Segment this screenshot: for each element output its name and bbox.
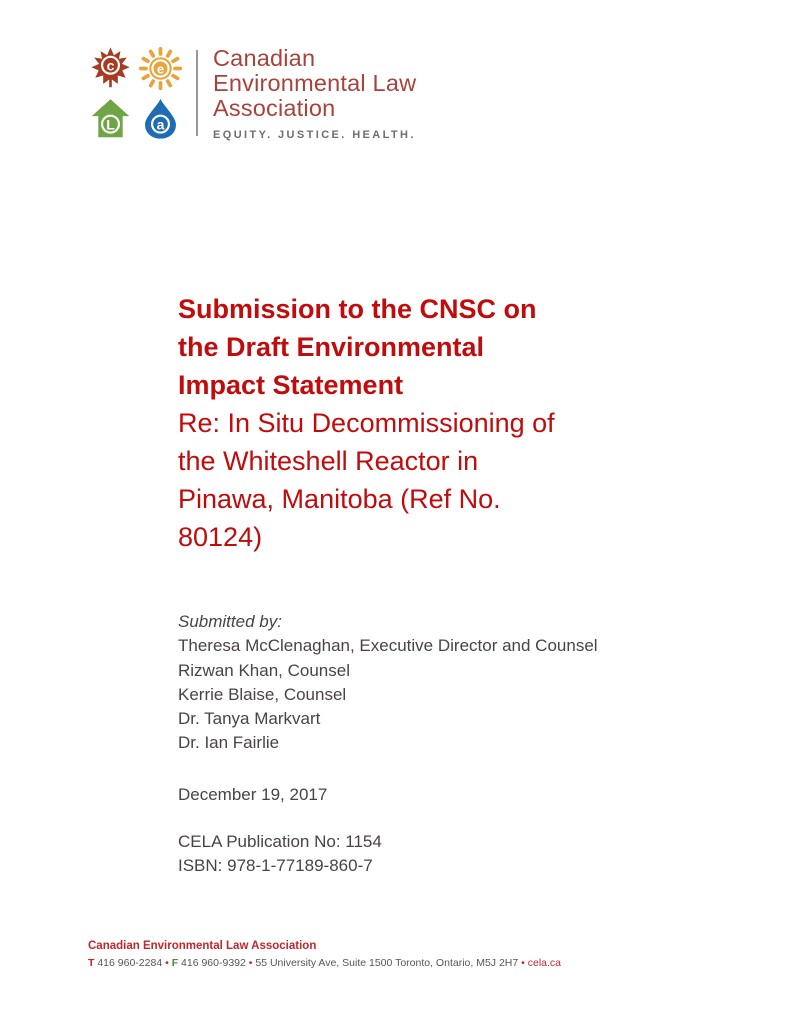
submitted-by-label: Submitted by: — [178, 612, 282, 631]
publication-number: CELA Publication No: 1154 — [178, 832, 382, 851]
title-line: the Draft Environmental — [178, 332, 485, 362]
water-drop-icon — [138, 96, 183, 141]
author-line: Rizwan Khan, Counsel — [178, 660, 350, 680]
title-line: Impact Statement — [178, 370, 404, 400]
tile-letter-L: L — [106, 116, 115, 133]
submitted-by-section — [178, 610, 598, 756]
logo-tagline: EQUITY. JUSTICE. HEALTH. — [213, 129, 416, 141]
tel-number: 416 960-2284 — [97, 957, 163, 969]
logo-divider — [196, 50, 198, 136]
footer-contact-line — [88, 957, 731, 969]
separator-bullet: • — [248, 957, 253, 969]
subtitle-line: 80124) — [178, 522, 263, 552]
sun-icon — [138, 46, 183, 91]
subtitle-line: Pinawa, Manitoba (Ref No. — [178, 484, 501, 514]
subtitle-line: Re: In Situ Decommissioning of — [178, 408, 555, 438]
fax-label: F — [171, 957, 179, 969]
separator-bullet: • — [165, 957, 169, 969]
org-name-line-1: Canadian — [213, 45, 316, 71]
tile-letter-e: e — [156, 61, 165, 77]
office-address: 55 University Ave, Suite 1500 Toronto, Ontario, M5J 2H7 — [255, 957, 519, 969]
publication-date: December 19, 2017 — [178, 785, 328, 804]
tel-label: T — [88, 957, 95, 969]
org-name-line-3: Association — [213, 95, 336, 121]
maple-leaf-icon — [88, 46, 133, 91]
logo-wordmark — [213, 46, 416, 141]
logo-tiles — [88, 46, 183, 141]
fax-number: 416 960-9392 — [181, 957, 246, 969]
author-line: Dr. Ian Fairlie — [178, 733, 280, 753]
subtitle-line: the Whiteshell Reactor in — [178, 446, 479, 476]
document-title — [178, 290, 555, 556]
publication-info — [178, 830, 382, 879]
house-icon — [88, 96, 133, 141]
author-line: Kerrie Blaise, Counsel — [178, 684, 347, 704]
isbn: ISBN: 978-1-77189-860-7 — [178, 856, 373, 876]
website-link[interactable]: cela.ca — [527, 957, 562, 969]
separator-bullet: • — [521, 957, 525, 969]
cela-logo — [88, 46, 416, 141]
author-line: Dr. Tanya Markvart — [178, 709, 321, 729]
tile-letter-a: a — [156, 116, 165, 133]
tile-letter-c: c — [106, 57, 115, 74]
author-line: Theresa McClenaghan, Executive Director and Counsel — [178, 636, 598, 656]
org-name-line-2: Environmental Law — [213, 70, 417, 96]
footer-org-name: Canadian Environmental Law Association — [88, 940, 317, 952]
title-line: Submission to the CNSC on — [178, 294, 537, 324]
page-footer — [88, 940, 731, 969]
